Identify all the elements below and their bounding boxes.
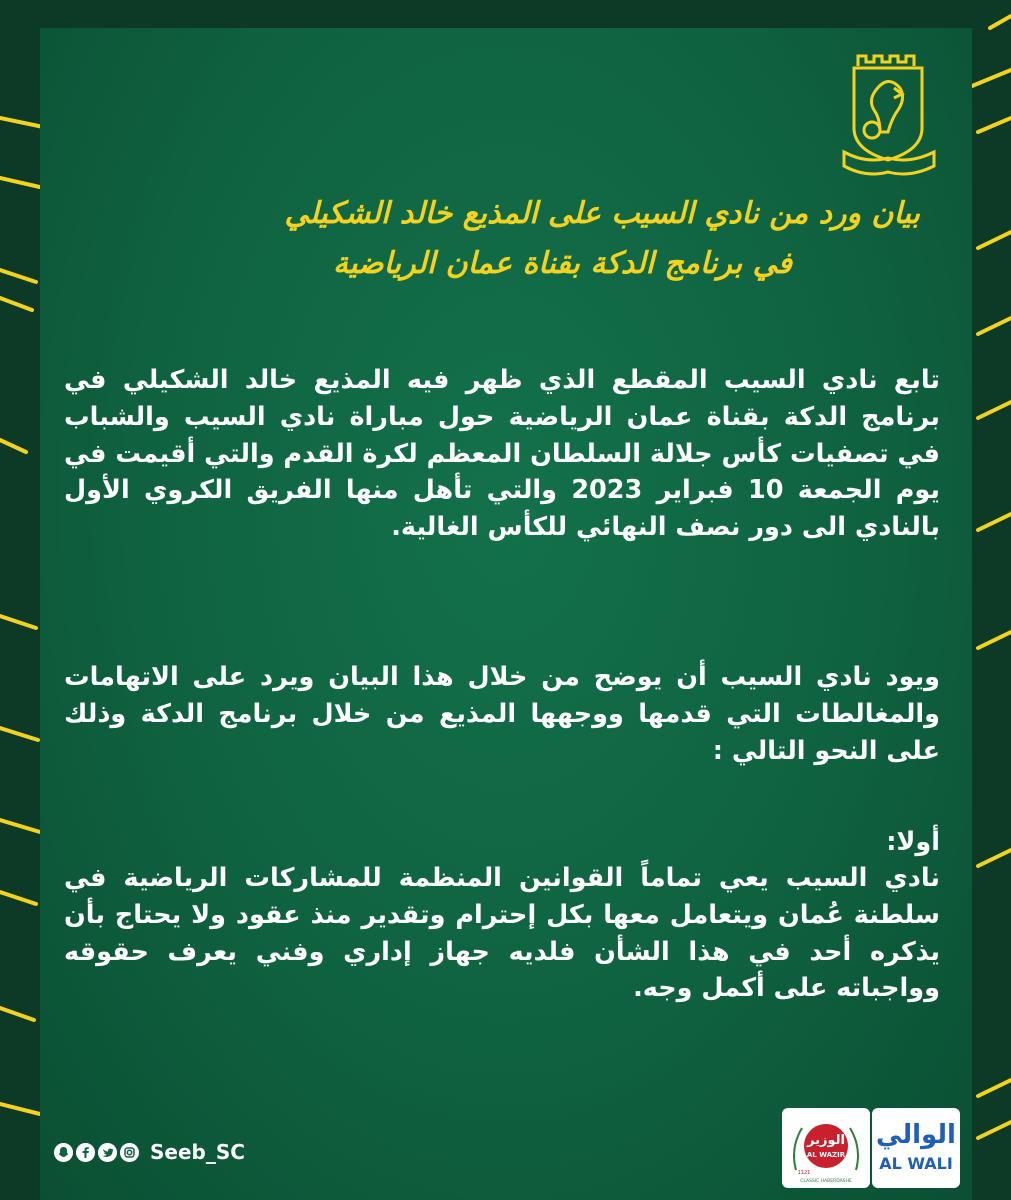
- sponsor-al-wazir-caption: CLASSIC HABERDASHE: [800, 1179, 852, 1184]
- snapchat-icon[interactable]: [54, 1143, 73, 1162]
- sponsor-al-wali-name-en: AL WALI: [879, 1154, 953, 1173]
- social-handle[interactable]: Seeb_SC: [150, 1140, 245, 1164]
- point-one-text: نادي السيب يعي تماماً القوانين المنظمة للمشاركات الرياضية في سلطنة عُمان ويتعامل معها بكل إحترام وتقدير منذ عقود ولا يحتاج بأن يذكره أحد في هذا الشأن فلديه جهاز إداري وفني يعرف حقوقه وواجباته على أكمل وجه.: [64, 863, 940, 1004]
- sponsor-al-wazir-logo: [782, 1108, 870, 1188]
- sponsor-al-wazir-since: 1121: [797, 1170, 811, 1176]
- seeb-club-crest-icon: [836, 52, 942, 184]
- point-one: [64, 860, 940, 1007]
- paragraph-intro-text: تابع نادي السيب المقطع الذي ظهر فيه المذيع خالد الشكيلي في برنامج الدكة بقناة عمان الرياضية حول مباراة نادي السيب والشباب في تصفيات كأس جلالة السلطان المعظم لكرة القدم والتي أقيمت في يوم الجمعة 10 فبراير 2023 والتي تأهل منها الفريق الكروي الأول بالنادي الى دور نصف النهائي للكأس الغالية.: [63, 365, 940, 543]
- point-one-heading: [64, 824, 940, 861]
- sponsor-al-wali-name-ar: الوالي: [876, 1120, 956, 1150]
- statement-title-line1: بيان ورد من نادي السيب على المذيع خالد الشكيلي: [284, 196, 920, 231]
- al-wazir-emblem-icon: [782, 1108, 870, 1188]
- social-footer: [54, 1138, 245, 1166]
- sponsor-al-wazir-name-ar: الوزير: [807, 1133, 845, 1148]
- sponsor-al-wali-logo: [872, 1108, 960, 1188]
- sponsor-al-wazir-name-en: AL WAZIR: [806, 1151, 846, 1159]
- facebook-icon[interactable]: [76, 1143, 95, 1162]
- instagram-icon[interactable]: [120, 1143, 139, 1162]
- twitter-icon[interactable]: [98, 1143, 117, 1162]
- point-one-heading-text: أولا:: [886, 827, 940, 857]
- statement-title-line2: في برنامج الدكة بقناة عمان الرياضية: [333, 246, 792, 281]
- paragraph-clarification: [64, 659, 940, 769]
- paragraph-clarification-text: ويود نادي السيب أن يوضح من خلال هذا البيان ويرد على الاتهامات والمغالطات التي قدمها ووجهها المذيع من خلال برنامج الدكة وذلك على النحو التالي :: [64, 662, 940, 766]
- paragraph-intro: [64, 362, 940, 546]
- seeb-club-logo: [836, 52, 942, 184]
